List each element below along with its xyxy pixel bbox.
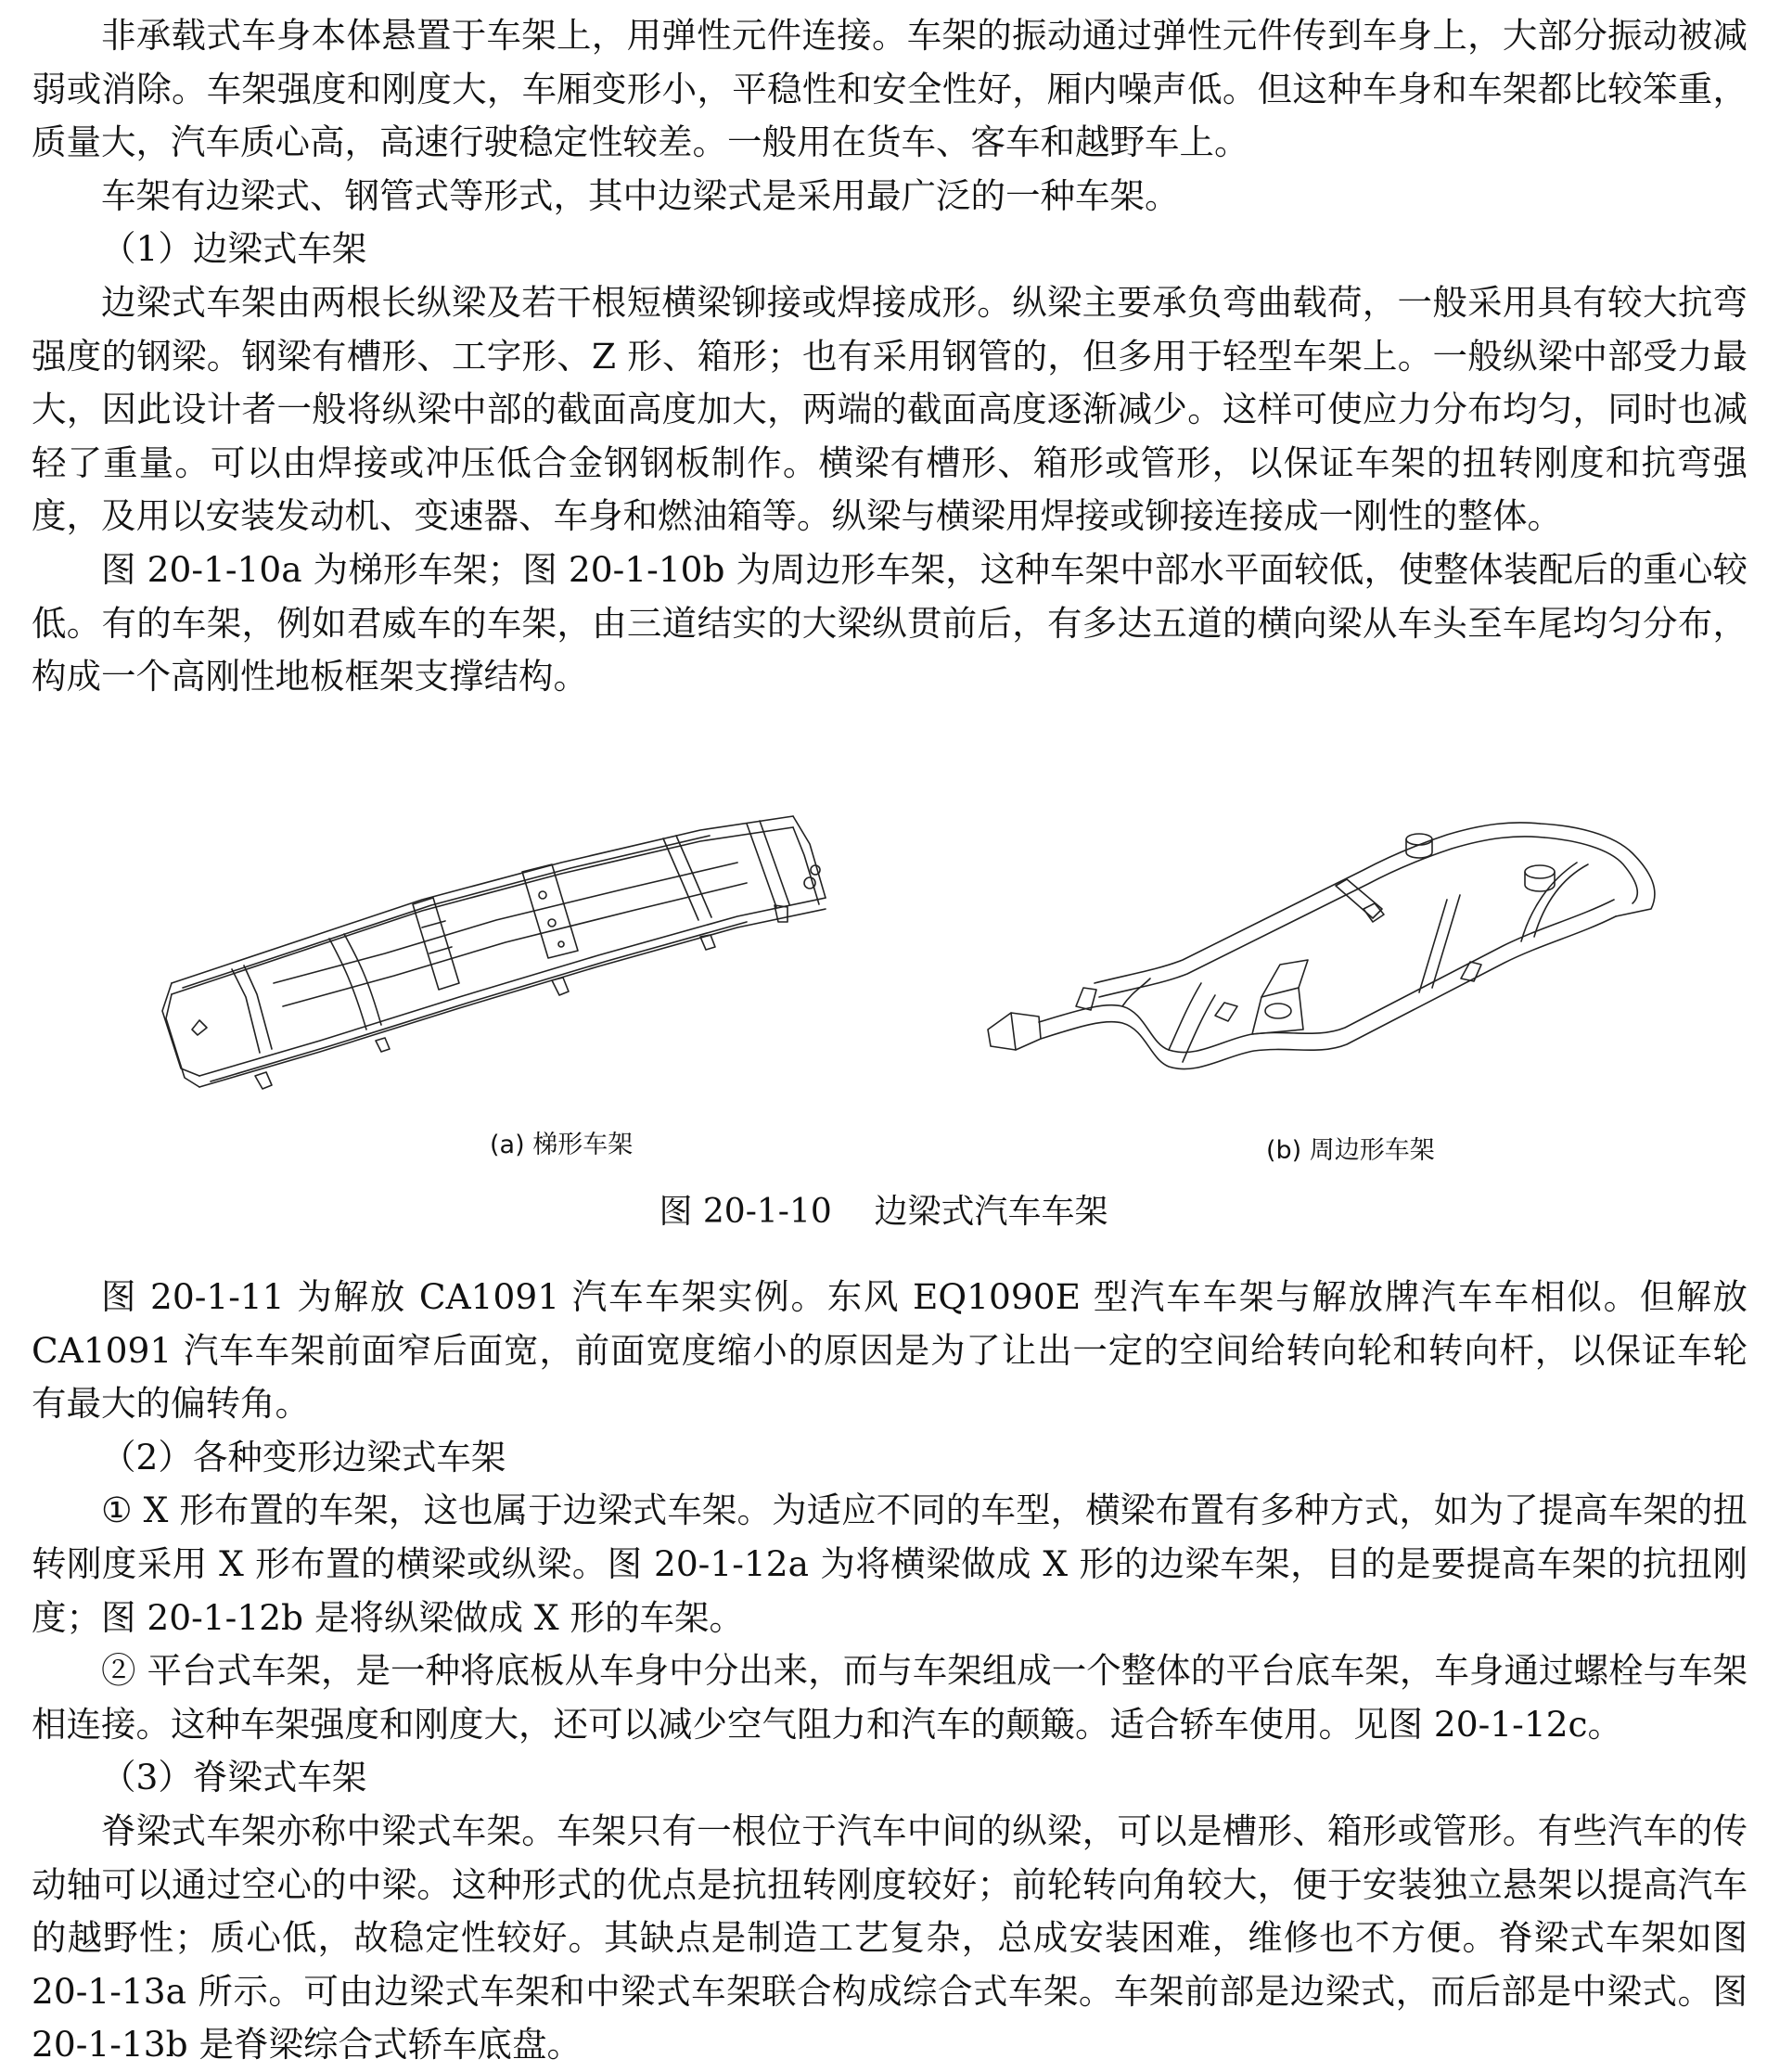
heading-variant-side-rail: （2）各种变形边梁式车架 — [101, 1436, 506, 1477]
paragraph-ca1091-example: 图 20-1-11 为解放 CA1091 汽车车架实例。东风 EQ1090E 型汽车车架与解放牌汽车车相似。但解放 CA1091 汽车车架前面窄后面宽，前面宽度缩小的原因是为了让出一定的空间给转向轮和转向杆，以保证车轮有最大的偏转角。 — [32, 1276, 1748, 1425]
paragraph-platform-frame: ② 平台式车架，是一种将底板从车身中分出来，而与车架组成一个整体的平台底车架，车身通过螺栓与车架相连接。这种车架强度和刚度大，还可以减少空气阻力和汽车的颠簸。适合轿车使用。见图 20-1-12c。 — [32, 1650, 1748, 1745]
figure-20-1-10 — [0, 798, 1767, 1234]
text-section-bottom — [32, 1271, 1748, 2072]
paragraph-body-frame-intro: 非承载式车身本体悬置于车架上，用弹性元件连接。车架的振动通过弹性元件传到车身上，大部分振动被减弱或消除。车架强度和刚度大，车厢变形小，平稳性和安全性好，厢内噪声低。但这种车身和车架都比较笨重，质量大，汽车质心高，高速行驶稳定性较差。一般用在货车、客车和越野车上。 — [32, 15, 1748, 163]
perimeter-frame-drawing — [983, 807, 1670, 1113]
figure-title: 图 20-1-10 边梁式汽车车架 — [659, 1193, 1108, 1231]
caption-perimeter-frame: (b) 周边形车架 — [1266, 1136, 1435, 1165]
caption-ladder-frame: (a) 梯形车架 — [490, 1131, 634, 1159]
text-section-top — [32, 9, 1748, 704]
paragraph-side-rail-details: 边梁式车架由两根长纵梁及若干根短横梁铆接或焊接成形。纵梁主要承负弯曲载荷，一般采用具有较大抗弯强度的钢梁。钢梁有槽形、工字形、Z 形、箱形；也有采用钢管的，但多用于轻型车架上。一般纵梁中部受力最大，因此设计者一般将纵梁中部的截面高度加大，两端的截面高度逐渐减少。这样可使应力分布均匀，同时也减轻了重量。可以由焊接或冲压低合金钢钢板制作。横梁有槽形、箱形或管形，以保证车架的扭转刚度和抗弯强度，及用以安装发动机、变速器、车身和燃油箱等。纵梁与横梁用焊接或铆接连接成一刚性的整体。 — [32, 281, 1748, 537]
paragraph-backbone-details: 脊梁式车架亦称中梁式车架。车架只有一根位于汽车中间的纵梁，可以是槽形、箱形或管形。有些汽车的传动轴可以通过空心的中梁。这种形式的优点是抗扭转刚度较好；前轮转向角较大，便于安装独立悬架以提高汽车的越野性；质心低，故稳定性较好。其缺点是制造工艺复杂，总成安装困难，维修也不方便。脊梁式车架如图 20-1-13a 所示。可由边梁式车架和中梁式车架联合构成综合式车架。车架前部是边梁式，而后部是中梁式。图 20-1-13b 是脊梁综合式轿车底盘。 — [32, 1810, 1748, 2066]
ladder-frame-drawing — [144, 798, 839, 1094]
paragraph-frame-types: 车架有边梁式、钢管式等形式，其中边梁式是采用最广泛的一种车架。 — [101, 174, 1180, 216]
paragraph-figure-reference: 图 20-1-10a 为梯形车架；图 20-1-10b 为周边形车架，这种车架中部水平面较低，使整体装配后的重心较低。有的车架，例如君威车的车架，由三道结实的大梁纵贯前后，有多达五道的横向梁从车头至车尾均匀分布，构成一个高刚性地板框架支撑结构。 — [32, 548, 1748, 697]
paragraph-x-frame: ① X 形布置的车架，这也属于边梁式车架。为适应不同的车型，横梁布置有多种方式，如为了提高车架的扭转刚度采用 X 形布置的横梁或纵梁。图 20-1-12a 为将横梁做成 X 形的边梁车架，目的是要提高车架的抗扭刚度；图 20-1-12b 是将纵梁做成 X 形的车架。 — [32, 1490, 1748, 1638]
heading-backbone-frame: （3）脊梁式车架 — [101, 1757, 367, 1798]
heading-side-rail-frame: （1）边梁式车架 — [101, 228, 367, 270]
